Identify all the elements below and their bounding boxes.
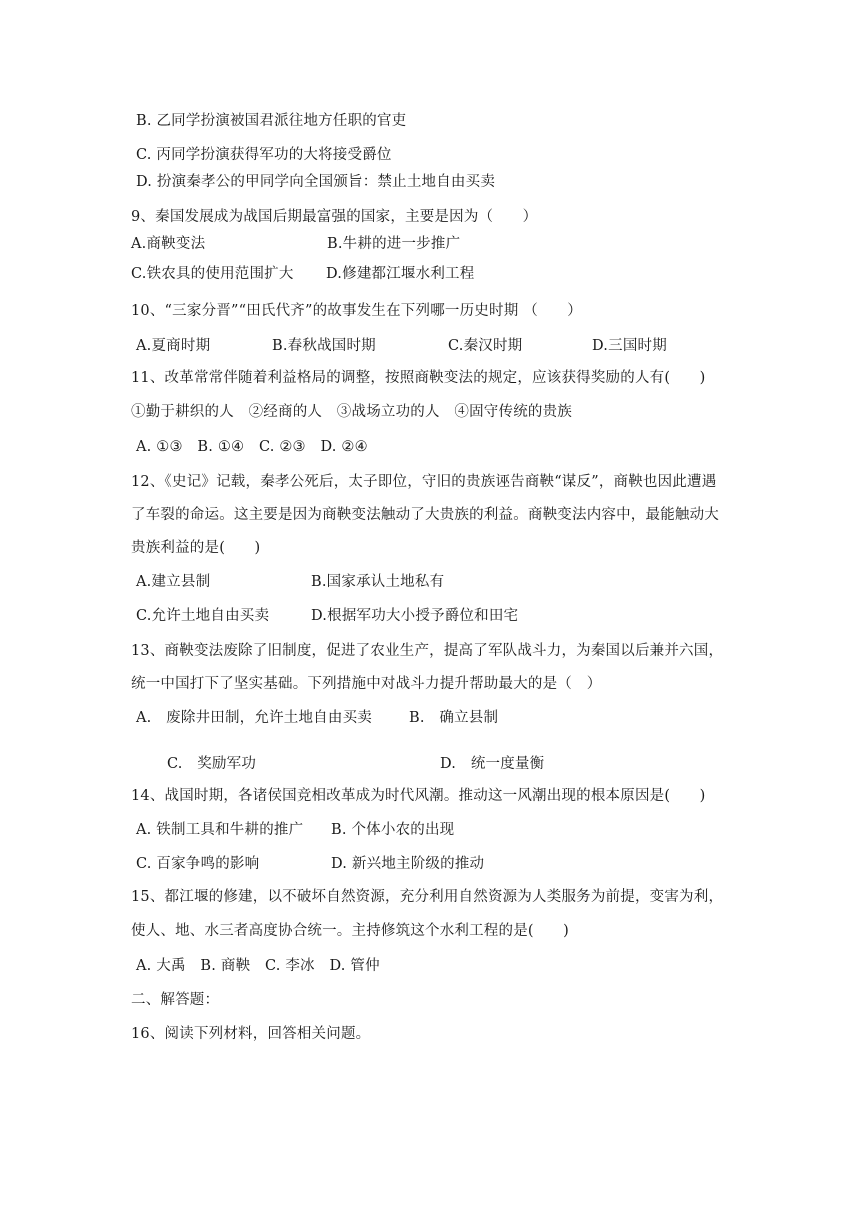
q11-options: A. ①③ B. ①④ C. ②③ D. ②④ <box>136 439 368 455</box>
q10-option-c: C.秦汉时期 <box>448 338 523 354</box>
q12-option-a: A.建立县制 <box>136 574 211 590</box>
q14-option-b: B. 个体小农的出现 <box>331 822 455 838</box>
q15-stem-line-2: 使人、地、水三者高度协合统一。主持修筑这个水利工程的是( ) <box>131 923 570 939</box>
q16-stem: 16、阅读下列材料，回答相关问题。 <box>131 1026 371 1042</box>
q13-option-a: A. 废除井田制，允许土地自由买卖 <box>136 710 372 726</box>
q14-option-a: A. 铁制工具和牛耕的推广 <box>136 822 304 838</box>
q15-options: A. 大禹 B. 商鞅 C. 李冰 D. 管仲 <box>136 958 380 974</box>
q12-option-c: C.允许土地自由买卖 <box>136 608 270 624</box>
q12-option-d: D.根据军功大小授予爵位和田宅 <box>311 608 519 624</box>
q9-option-b: B.牛耕的进一步推广 <box>327 236 461 252</box>
section-2-heading: 二、解答题： <box>131 992 220 1008</box>
q9-option-d: D.修建都江堰水利工程 <box>326 266 475 282</box>
q12-stem-line-1: 12、《史记》记载，秦孝公死后，太子即位，守旧的贵族诬告商鞅“谋反”，商鞅也因此遭遇 <box>131 474 717 490</box>
q9-option-c: C.铁农具的使用范围扩大 <box>131 266 294 282</box>
q13-stem-line-1: 13、商鞅变法废除了旧制度，促进了农业生产，提高了军队战斗力，为秦国以后兼并六国， <box>131 643 724 659</box>
q13-option-b: B. 确立县制 <box>409 710 499 726</box>
q11-stem: 11、改革常常伴随着利益格局的调整，按照商鞅变法的规定，应该获得奖励的人有( ) <box>131 370 706 386</box>
q13-option-c: C. 奖励军功 <box>167 756 257 772</box>
q8-option-c: C. 丙同学扮演获得军功的大将接受爵位 <box>136 147 392 163</box>
q15-stem-line-1: 15、都江堰的修建，以不破坏自然资源，充分利用自然资源为人类服务为前提，变害为利， <box>131 889 724 905</box>
q10-option-d: D.三国时期 <box>592 338 667 354</box>
q9-stem: 9、秦国发展成为战国后期最富强的国家，主要是因为（ ） <box>131 209 538 225</box>
q8-option-b: B. 乙同学扮演被国君派往地方任职的官吏 <box>136 113 407 129</box>
q14-option-d: D. 新兴地主阶级的推动 <box>331 856 485 872</box>
q10-stem: 10、“三家分晋”“田氏代齐”的故事发生在下列哪一历史时期 （ ） <box>131 303 583 319</box>
q12-stem-line-3: 贵族利益的是( ) <box>131 540 261 556</box>
q13-stem-line-2: 统一中国打下了坚实基础。下列措施中对战斗力提升帮助最大的是（ ） <box>131 676 602 692</box>
q13-option-d: D. 统一度量衡 <box>440 756 545 772</box>
q11-items: ①勤于耕织的人 ②经商的人 ③战场立功的人 ④固守传统的贵族 <box>131 404 572 420</box>
q14-option-c: C. 百家争鸣的影响 <box>136 856 260 872</box>
q12-stem-line-2: 了车裂的命运。这主要是因为商鞅变法触动了大贵族的利益。商鞅变法内容中，最能触动大 <box>131 507 719 523</box>
q12-option-b: B.国家承认土地私有 <box>311 574 445 590</box>
q9-option-a: A.商鞅变法 <box>131 236 206 252</box>
q10-option-a: A.夏商时期 <box>136 338 211 354</box>
q14-stem: 14、战国时期，各诸侯国竞相改革成为时代风潮。推动这一风潮出现的根本原因是( ) <box>131 788 706 804</box>
q8-option-d: D. 扮演秦孝公的甲同学向全国颁旨：禁止土地自由买卖 <box>136 174 496 190</box>
q10-option-b: B.春秋战国时期 <box>272 338 376 354</box>
